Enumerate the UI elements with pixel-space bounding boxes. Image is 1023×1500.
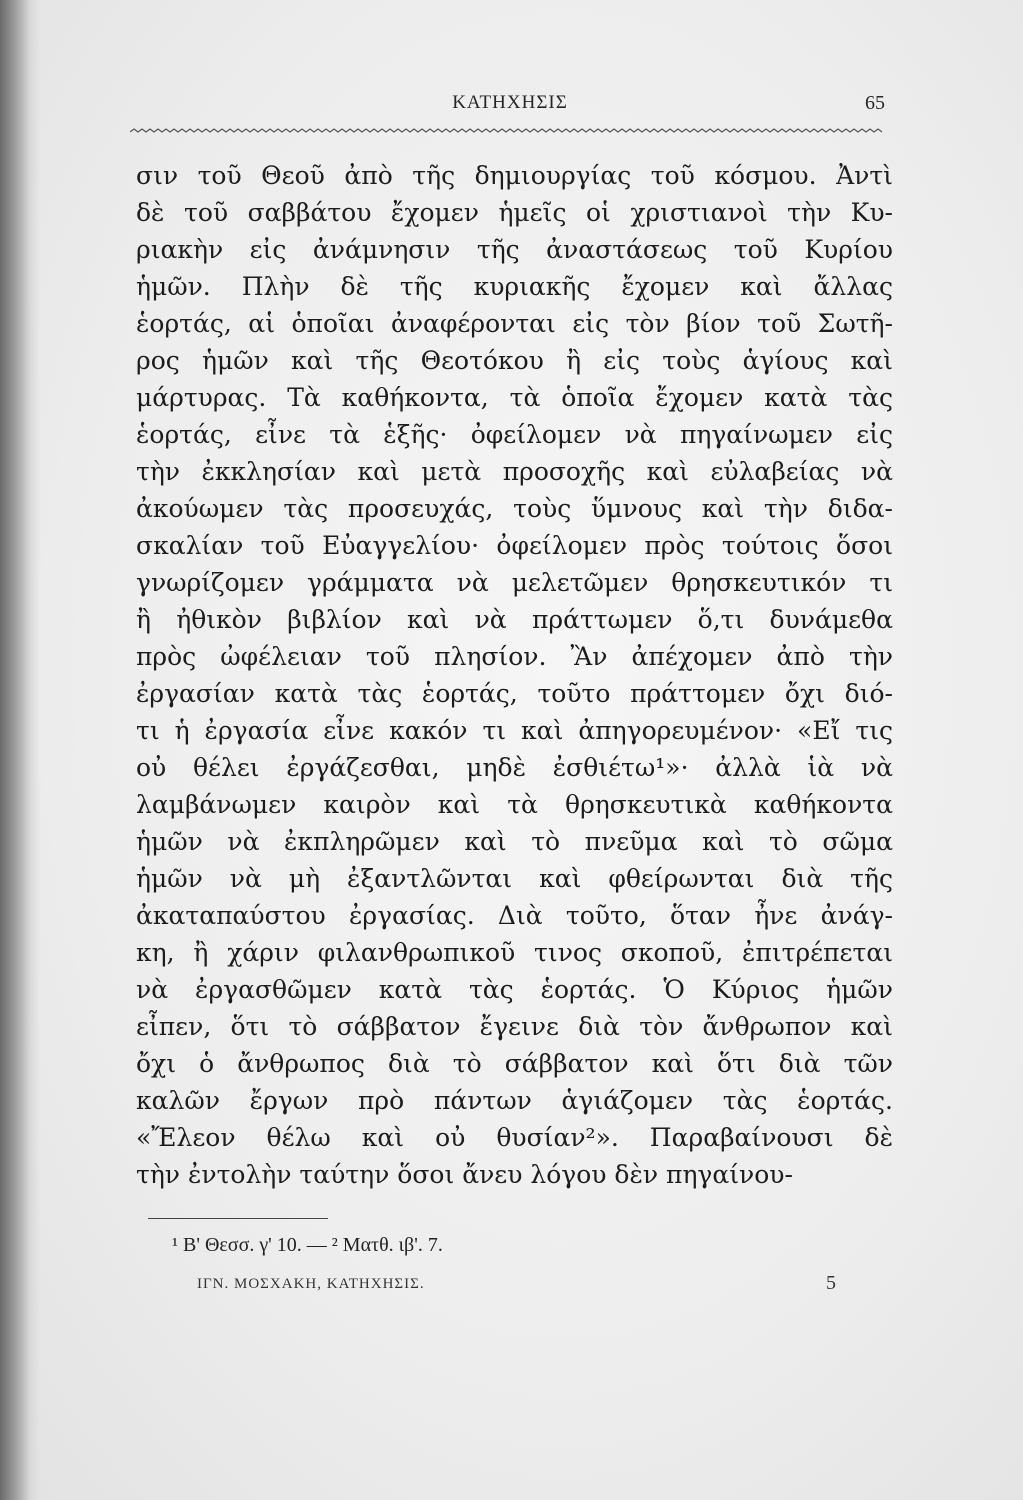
printer-signature: ΙΓΝ. ΜΟΣΧΑΚΗ, ΚΑΤΗΧΗΣΙΣ. xyxy=(197,1276,425,1292)
header-wavy-rule xyxy=(130,124,885,140)
running-title: ΚΑΤΗΧΗΣΙΣ xyxy=(452,92,568,113)
text-line: καλῶν ἔργων πρὸ πάντων ἁγιάζομεν τὰς ἑορτάς. xyxy=(136,1086,893,1115)
text-line: δὲ τοῦ σαββάτου ἔχομεν ἡμεῖς οἱ χριστιανοὶ τὴν Κυ- xyxy=(136,198,893,227)
text-line: εἶπεν, ὅτι τὸ σάββατον ἔγεινε διὰ τὸν ἄνθρωπον καὶ xyxy=(136,1012,893,1041)
text-line: ἡμῶν. Πλὴν δὲ τῆς κυριακῆς ἔχομεν καὶ ἄλλας xyxy=(136,272,893,301)
page-header xyxy=(135,92,885,122)
text-line: σιν τοῦ Θεοῦ ἀπὸ τῆς δημιουργίας τοῦ κόσμου. Ἀντὶ xyxy=(136,161,893,190)
text-line: ὄχι ὁ ἄνθρωπος διὰ τὸ σάββατον καὶ ὅτι διὰ τῶν xyxy=(136,1049,893,1078)
text-line: «Ἔλεον θέλω καὶ οὐ θυσίαν²». Παραβαίνουσι δὲ xyxy=(136,1123,893,1152)
text-line: ἐργασίαν κατὰ τὰς ἑορτάς, τοῦτο πράττομεν ὄχι διό- xyxy=(136,679,893,708)
page-number: 65 xyxy=(865,92,885,114)
text-line: λαμβάνωμεν καιρὸν καὶ τὰ θρησκευτικὰ καθήκοντα xyxy=(136,790,893,819)
sheet-number: 5 xyxy=(826,1272,836,1294)
text-line: τι ἡ ἐργασία εἶνε κακόν τι καὶ ἀπηγορευμένον· «Εἴ τις xyxy=(136,716,893,745)
page-gutter-shadow xyxy=(0,0,40,1500)
footnote-rule xyxy=(148,1218,328,1219)
text-line: πρὸς ὠφέλειαν τοῦ πλησίον. Ἂν ἀπέχομεν ἀπὸ τὴν xyxy=(136,642,893,671)
text-line: τὴν ἐκκλησίαν καὶ μετὰ προσοχῆς καὶ εὐλαβείας νὰ xyxy=(136,457,893,486)
text-line: μάρτυρας. Τὰ καθήκοντα, τὰ ὁποῖα ἔχομεν κατὰ τὰς xyxy=(136,383,893,412)
text-line: ἑορτάς, εἶνε τὰ ἑξῆς· ὀφείλομεν νὰ πηγαίνωμεν εἰς xyxy=(136,420,893,449)
text-line: γνωρίζομεν γράμματα νὰ μελετῶμεν θρησκευτικόν τι xyxy=(136,568,893,597)
text-line: ἢ ἠθικὸν βιβλίον καὶ νὰ πράττωμεν ὅ,τι δυνάμεθα xyxy=(136,605,893,634)
text-line: ρος ἡμῶν καὶ τῆς Θεοτόκου ἢ εἰς τοὺς ἁγίους καὶ xyxy=(136,346,893,375)
body-text xyxy=(136,157,893,1193)
text-line: ἀκούωμεν τὰς προσευχάς, τοὺς ὕμνους καὶ τὴν διδα- xyxy=(136,494,893,523)
text-line: τὴν ἐντολὴν ταύτην ὅσοι ἄνευ λόγου δὲν πηγαίνου- xyxy=(136,1160,793,1189)
text-line: ἡμῶν νὰ ἐκπληρῶμεν καὶ τὸ πνεῦμα καὶ τὸ σῶμα xyxy=(136,827,893,856)
text-line: ἑορτάς, αἱ ὁποῖαι ἀναφέρονται εἰς τὸν βίον τοῦ Σωτῆ- xyxy=(136,309,893,338)
footnote: ¹ Β' Θεσσ. γ' 10. — ² Ματθ. ιβ'. 7. xyxy=(172,1234,443,1256)
text-line: σκαλίαν τοῦ Εὐαγγελίου· ὀφείλομεν πρὸς τούτοις ὅσοι xyxy=(136,531,893,560)
text-line: ἀκαταπαύστου ἐργασίας. Διὰ τοῦτο, ὅταν ἦνε ἀνάγ- xyxy=(136,901,893,930)
text-line: κη, ἢ χάριν φιλανθρωπικοῦ τινος σκοποῦ, ἐπιτρέπεται xyxy=(136,938,893,967)
text-line: νὰ ἐργασθῶμεν κατὰ τὰς ἑορτάς. Ὁ Κύριος ἡμῶν xyxy=(136,975,893,1004)
text-line: ριακὴν εἰς ἀνάμνησιν τῆς ἀναστάσεως τοῦ Κυρίου xyxy=(136,235,893,264)
text-line: οὐ θέλει ἐργάζεσθαι, μηδὲ ἐσθιέτω¹»· ἀλλὰ ἱὰ νὰ xyxy=(136,753,893,782)
text-line: ἡμῶν νὰ μὴ ἐξαντλῶνται καὶ φθείρωνται διὰ τῆς xyxy=(136,864,893,893)
